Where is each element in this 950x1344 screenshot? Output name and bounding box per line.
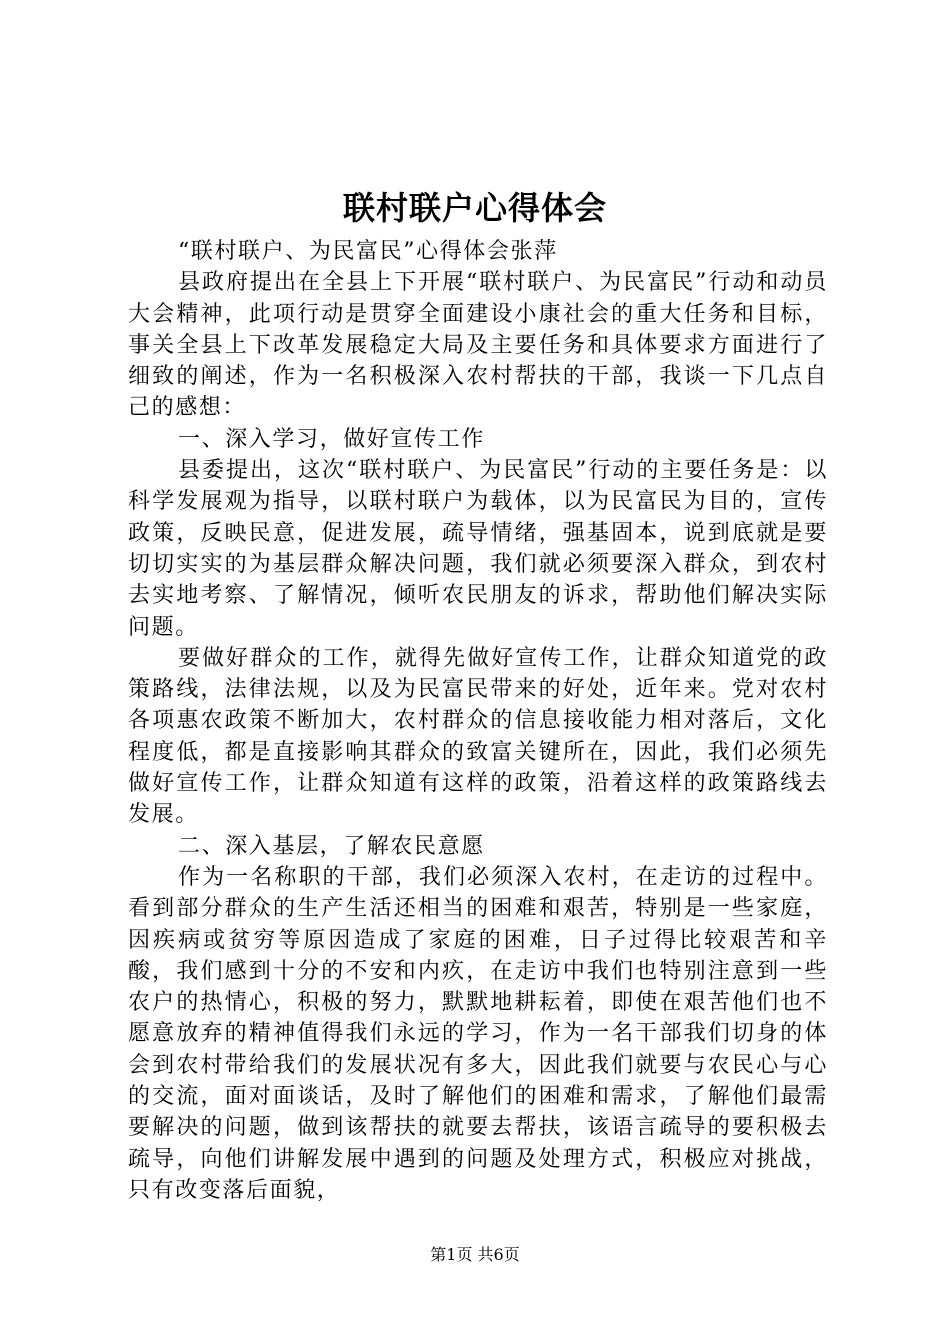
paragraph: 县政府提出在全县上下开展“联村联户、为民富民”行动和动员大会精神，此项行动是贯穿全面建设小康社会的重大任务和目标，事关全县上下改革发展稳定大局及主要任务和具体要求方面进行了细致的阐述，作为一名积极深入农村帮扶的干部，我谈一下几点自己的感想： [128, 270, 828, 421]
paragraph: 要做好群众的工作，就得先做好宣传工作，让群众知道党的政策路线，法律法规，以及为民富民带来的好处，近年来。党对农村各项惠农政策不断加大，农村群众的信息接收能力相对落后，文化程度低，都是直接影响其群众的致富关键所在，因此，我们必须先做好宣传工作，让群众知道有这样的政策，沿着这样的政策路线去发展。 [128, 645, 828, 828]
document-body [128, 236, 828, 1206]
document-title: 联村联户心得体会 [342, 189, 607, 227]
page-number-footer: 第1页 共6页 [430, 1245, 520, 1264]
paragraph: 作为一名称职的干部，我们必须深入农村，在走访的过程中。看到部分群众的生产生活还相当的困难和艰苦，特别是一些家庭，因疾病或贫穷等原因造成了家庭的困难，日子过得比较艰苦和辛酸，我们感到十分的不安和内疚，在走访中我们也特别注意到一些农户的热情心，积极的努力，默默地耕耘着，即使在艰苦他们也不愿意放弃的精神值得我们永远的学习，作为一名干部我们切身的体会到农村带给我们的发展状况有多大，因此我们就要与农民心与心的交流，面对面谈话，及时了解他们的困难和需求，了解他们最需要解决的问题，做到该帮扶的就要去帮扶，该语言疏导的要积极去疏导，向他们讲解发展中遇到的问题及处理方式，积极应对挑战，只有改变落后面貌， [128, 864, 828, 1203]
section-heading-2: 二、深入基层，了解农民意愿 [178, 833, 485, 859]
section-heading-1: 一、深入学习，做好宣传工作 [178, 426, 485, 452]
paragraph: 县委提出，这次“联村联户、为民富民”行动的主要任务是：以科学发展观为指导，以联村联户为载体，以为民富民为目的，宣传政策，反映民意，促进发展，疏导情绪，强基固本，说到底就是要切切实实的为基层群众解决问题，我们就必须要深入群众，到农村去实地考察、了解情况，倾听农民朋友的诉求，帮助他们解决实际问题。 [128, 458, 828, 640]
paragraph-subtitle: “联村联户、为民富民”心得体会张萍 [178, 239, 558, 264]
